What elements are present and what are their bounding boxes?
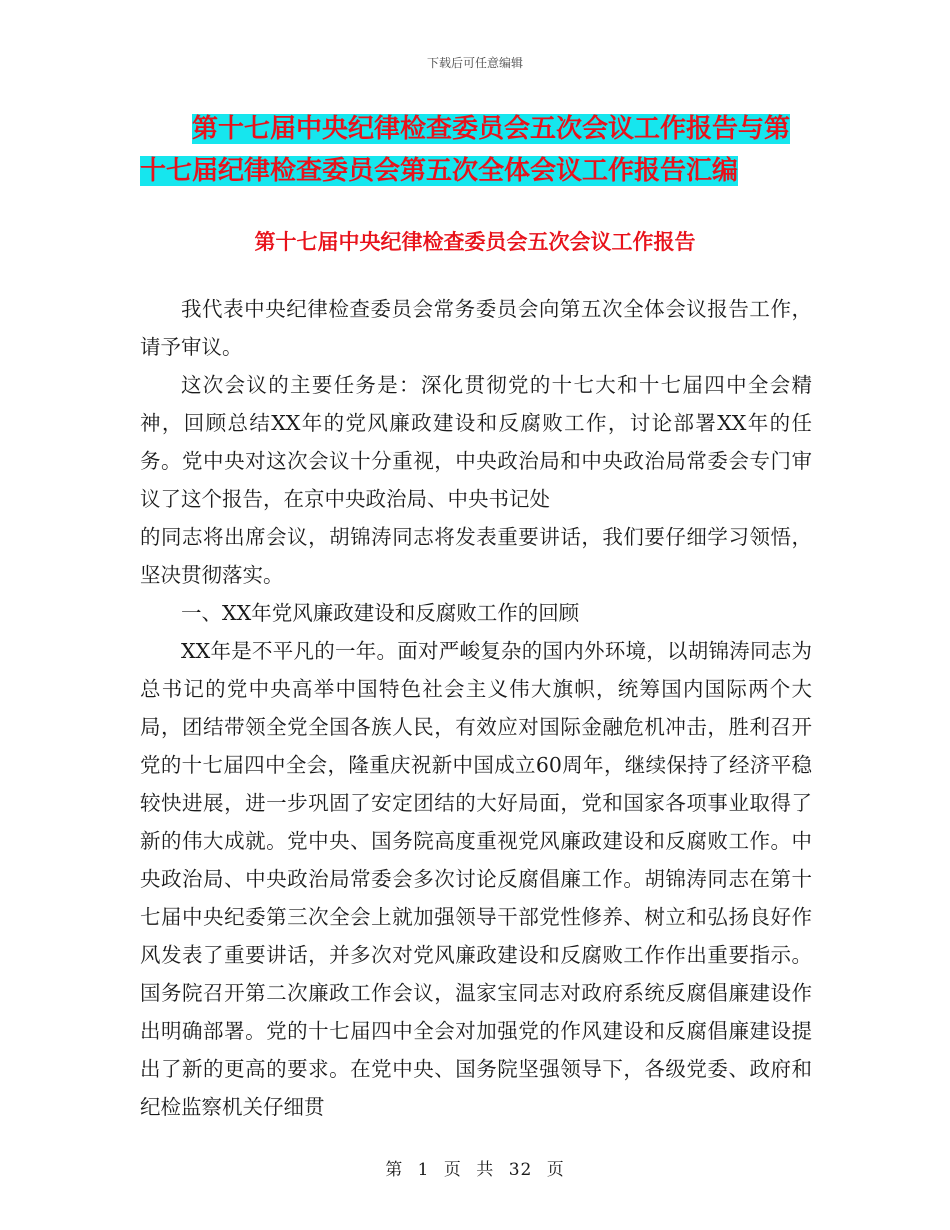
section-heading: 一、XX年党风廉政建设和反腐败工作的回顾 bbox=[181, 601, 580, 625]
footer-label-mid: 页 bbox=[443, 1160, 462, 1180]
paragraph: XX年是不平凡的一年。面对严峻复杂的国内外环境，以胡锦涛同志为总书记的党中央高举中国特色社会主义伟大旗帜，统筹国内国际两个大局，团结带领全党全国各族人民，有效应对国际金融危机冲击，胜利召开党的十七届四中全会，隆重庆祝新中国成立60周年，继续保持了经济平稳较快进展，进一步巩固了安定团结的大好局面，党和国家各项事业取得了新的伟大成就。党中央、国务院高度重视党风廉政建设和反腐败工作。中央政治局、中央政治局常委会多次讨论反腐倡廉工作。胡锦涛同志在第十七届中央纪委第三次全会上就加强领导干部党性修养、树立和弘扬良好作风发表了重要讲话，并多次对党风廉政建设和反腐败工作作出重要指示。国务院召开第二次廉政工作会议，温家宝同志对政府系统反腐倡廉建设作出明确部署。党的十七届四中全会对加强党的作风建设和反腐倡廉建设提出了新的更高的要求。在党中央、国务院坚强领导下，各级党委、政府和纪检监察机关仔细贯 bbox=[140, 639, 812, 1119]
paragraph: 这次会议的主要任务是：深化贯彻党的十七大和十七届四中全会精神，回顾总结XX年的党风廉政建设和反腐败工作，讨论部署XX年的任务。党中央对这次会议十分重视，中央政治局和中央政治局常委会专门审议了这个报告，在京中央政治局、中央书记处 bbox=[140, 373, 812, 511]
footer-label-page: 第 bbox=[385, 1160, 404, 1180]
footer-total-pages: 32 bbox=[508, 1160, 533, 1180]
section-title: 第十七届中央纪律检查委员会五次会议工作报告 bbox=[254, 230, 696, 254]
footer-label-total: 共 bbox=[476, 1160, 495, 1180]
page-footer bbox=[0, 1155, 950, 1180]
body-text bbox=[140, 290, 812, 1126]
header-note: 下载后可任意编辑 bbox=[426, 56, 523, 70]
document-title bbox=[140, 108, 820, 192]
paragraph: 我代表中央纪律检查委员会常务委员会向第五次全体会议报告工作，请予审议。 bbox=[140, 297, 812, 359]
title-line-1-text: 第十七届中央纪律检查委员会五次会议工作报告与第 bbox=[192, 114, 791, 144]
title-line-2 bbox=[140, 150, 820, 192]
footer-label-end: 页 bbox=[546, 1160, 565, 1180]
footer-page-number: 1 bbox=[417, 1160, 430, 1180]
paragraph: 的同志将出席会议，胡锦涛同志将发表重要讲话，我们要仔细学习领悟，坚决贯彻落实。 bbox=[140, 525, 812, 587]
title-line-1 bbox=[140, 108, 820, 150]
title-line-2-text: 十七届纪律检查委员会第五次全体会议工作报告汇编 bbox=[140, 156, 739, 186]
